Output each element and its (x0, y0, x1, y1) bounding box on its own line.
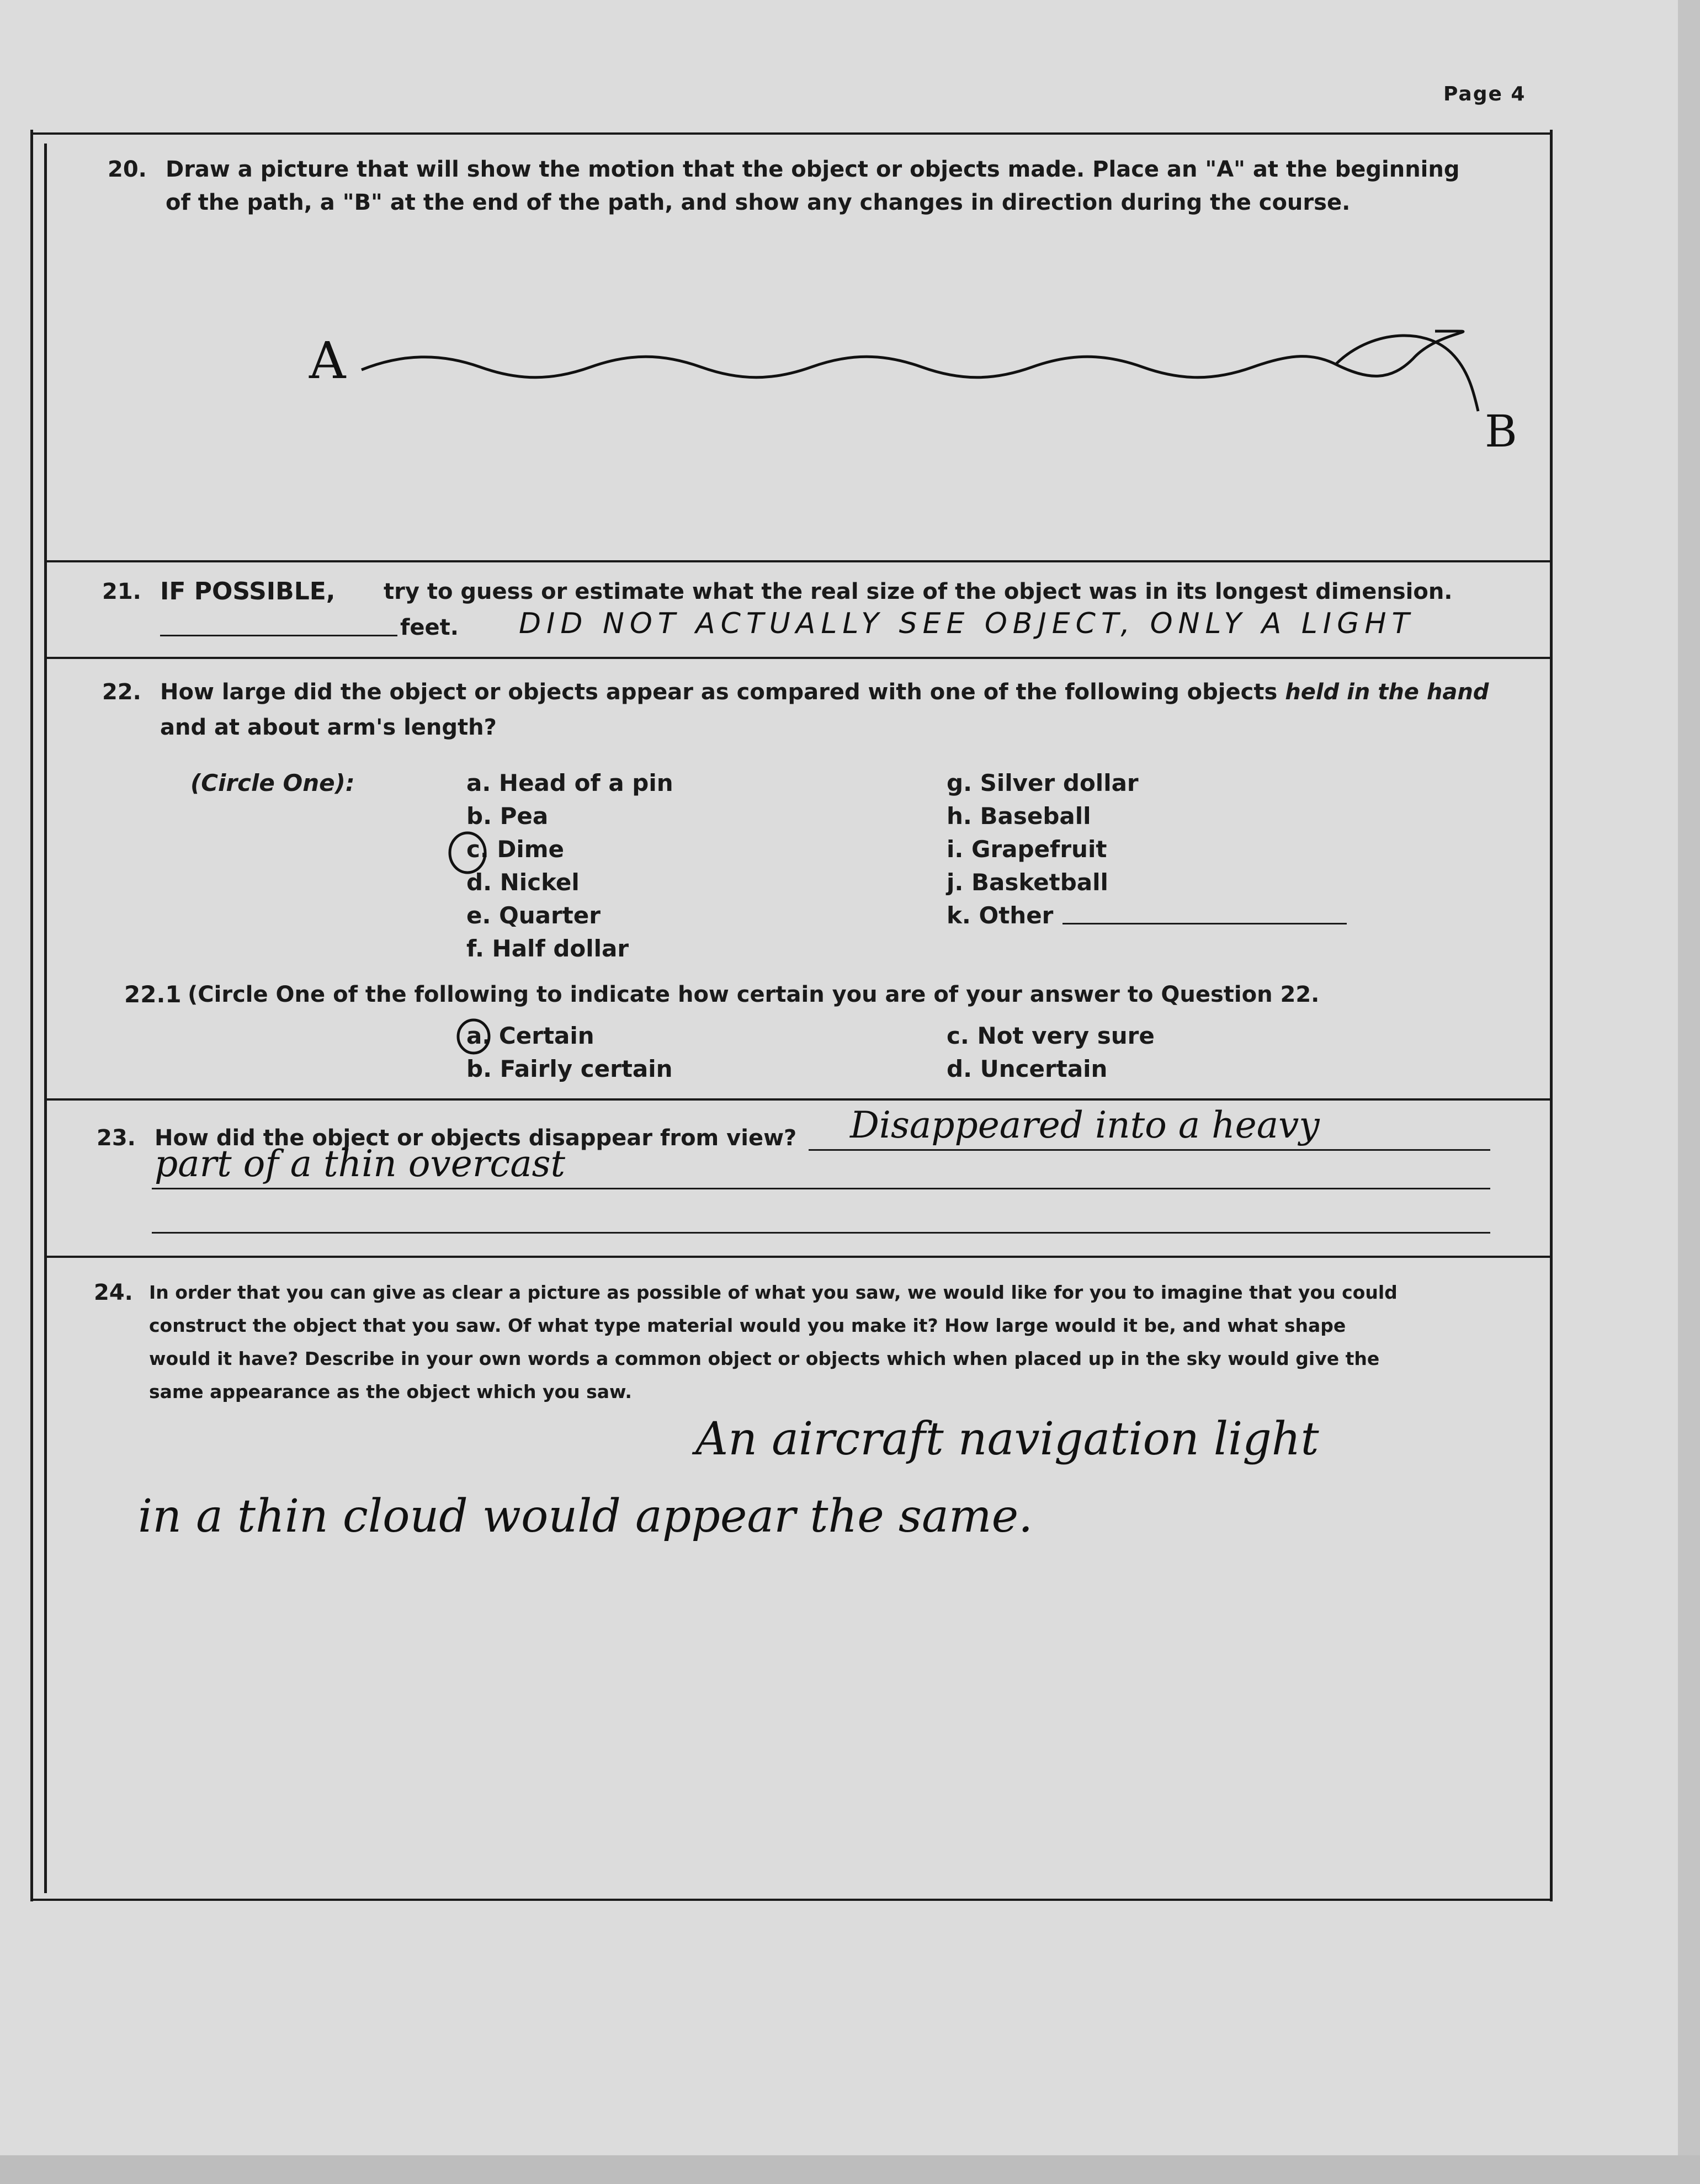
q22-option-d[interactable]: d. Nickel (466, 869, 580, 896)
q22-1-number: 22.1 (124, 981, 182, 1008)
q22-text-line1-main: How large did the object or objects appear as compared with one of the following objects (160, 679, 1278, 705)
q20-number: 20. (108, 157, 147, 182)
q22-option-a[interactable]: a. Head of a pin (466, 769, 673, 796)
q23-handwritten-answer-2: part of a thin overcast (155, 1143, 566, 1185)
q24-text-line2: construct the object that you saw. Of what type material would you make it? How large would it be, and what shape (149, 1315, 1346, 1336)
q23-answer-line-2 (152, 1188, 1490, 1189)
q22-option-g[interactable]: g. Silver dollar (947, 769, 1139, 796)
q22-1-option-b[interactable]: b. Fairly certain (466, 1055, 673, 1082)
q24-handwritten-answer-1: An aircraft navigation light (695, 1413, 1319, 1465)
q24-handwritten-answer-2: in a thin cloud would appear the same. (138, 1490, 1033, 1543)
q22-option-j[interactable]: j. Basketball (947, 869, 1108, 896)
path-start-label: A (309, 331, 346, 390)
q20-text-line1: Draw a picture that will show the motion that the object or objects made. Place an "A" at the beginning (166, 157, 1460, 182)
q23-handwritten-answer-1: Disappeared into a heavy (850, 1104, 1320, 1146)
page-number: Page 4 (1443, 83, 1526, 105)
q22-1-option-d[interactable]: d. Uncertain (947, 1055, 1108, 1082)
q22-1-text: (Circle One of the following to indicate how certain you are of your answer to Question 22. (188, 982, 1320, 1007)
q22-circle-one-label: (Circle One): (190, 769, 355, 796)
q22-number: 22. (102, 679, 141, 705)
q21-unit: feet. (400, 615, 459, 640)
q22-text-line2: and at about arm's length? (160, 715, 497, 740)
path-end-label: B (1485, 406, 1517, 457)
q22-option-e[interactable]: e. Quarter (466, 902, 601, 929)
q22-text-line1-emph: held in the hand (1285, 679, 1489, 705)
q23-number: 23. (97, 1125, 136, 1151)
q22-1-circled-a-mark (458, 1020, 489, 1053)
q22-1-option-c[interactable]: c. Not very sure (947, 1022, 1155, 1049)
q23-answer-line-1 (809, 1149, 1490, 1151)
q24-text-line3: would it have? Describe in your own words a common object or objects which when placed up in the sky would give the (149, 1348, 1380, 1369)
q21-number: 21. (102, 579, 141, 604)
q24-text-line4: same appearance as the object which you saw. (149, 1381, 632, 1402)
q22-option-h[interactable]: h. Baseball (947, 803, 1091, 830)
q24-number: 24. (94, 1280, 133, 1305)
q24-text-line1: In order that you can give as clear a picture as possible of what you saw, we would like for you to imagine that you could (149, 1282, 1398, 1303)
q22-option-k[interactable]: k. Other (947, 902, 1054, 929)
q21-text: try to guess or estimate what the real size of the object was in its longest dimension. (384, 579, 1453, 604)
q22-option-c[interactable]: c. Dime (466, 836, 564, 863)
q22-option-b[interactable]: b. Pea (466, 803, 549, 830)
q22-option-f[interactable]: f. Half dollar (466, 935, 629, 962)
q22-option-i[interactable]: i. Grapefruit (947, 836, 1107, 863)
q20-text-line2: of the path, a "B" at the end of the path, and show any changes in direction during the course. (166, 190, 1351, 215)
q23-text: How did the object or objects disappear from view? (155, 1125, 797, 1151)
q21-handwritten-answer: DID NOT ACTUALLY SEE OBJECT, ONLY A LIGHT (519, 607, 1415, 640)
q23-answer-line-3 (152, 1232, 1490, 1234)
q21-lead: IF POSSIBLE, (160, 577, 336, 605)
q22-1-option-a[interactable]: a. Certain (466, 1022, 594, 1049)
